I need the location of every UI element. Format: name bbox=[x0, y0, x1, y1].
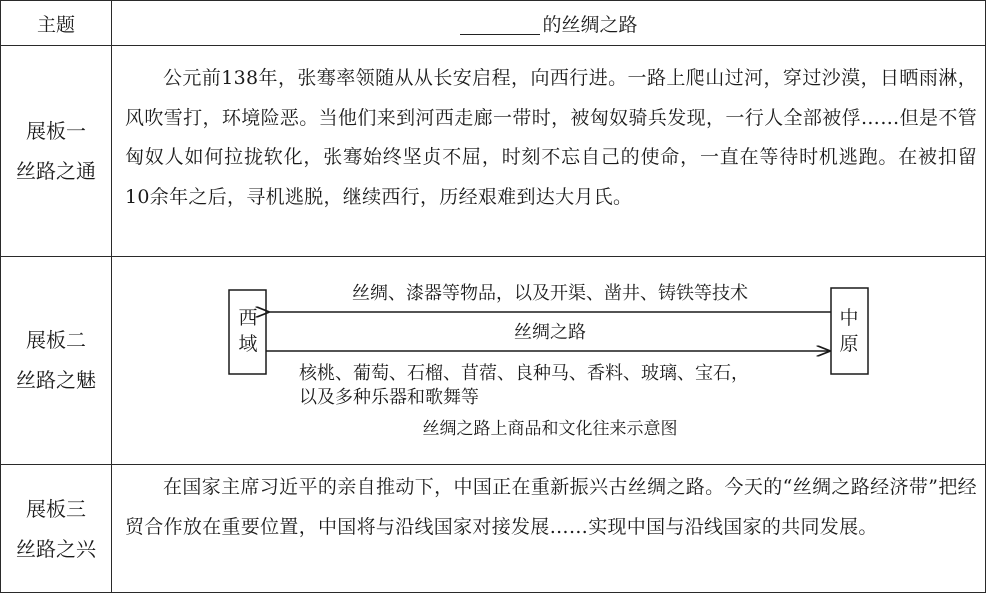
header-title-text: 的丝绸之路 bbox=[542, 13, 638, 36]
west-region-char2: 域 bbox=[238, 333, 258, 355]
header-theme-label: 主题 bbox=[36, 13, 75, 36]
row-divider bbox=[1, 464, 985, 465]
central-plains-char2: 原 bbox=[839, 333, 859, 355]
panel-one-text: 公元前138年，张骞率领随从从长安启程，向西行进。一路上爬山过河，穿过沙漠，日晒雨淋，风吹雪打，环境险恶。当他们来到河西走廊一带时，被匈奴骑兵发现，一行人全部被俘……但是不管匈奴人如何拉拢软化，张骞始终坚贞不屈，时刻不忘自己的使命，一直在等待时机逃跑。在被扣留10余年之后，寻机逃脱，继续西行，历经艰难到达大月氏。 bbox=[125, 67, 977, 208]
central-plains-char1: 中 bbox=[839, 307, 859, 329]
panel-label-line2: 丝路之兴 bbox=[16, 537, 96, 561]
header-title bbox=[111, 1, 987, 45]
central-plains-box bbox=[831, 288, 868, 374]
panel-label-line1: 展板二 bbox=[26, 328, 86, 352]
panel-three-label bbox=[1, 464, 111, 594]
panel-two-label bbox=[1, 256, 111, 464]
row-divider bbox=[1, 45, 985, 46]
west-region-box bbox=[229, 290, 266, 374]
panel-one-label bbox=[1, 45, 111, 256]
panel-label-line1: 展板三 bbox=[26, 497, 86, 521]
west-region-char1: 西 bbox=[238, 307, 258, 329]
top-arrow-label: 丝绸、漆器等物品，以及开渠、凿井、铸铁等技术 bbox=[352, 283, 748, 304]
panel-label-line1: 展板一 bbox=[26, 118, 86, 143]
silk-road-label: 丝绸之路 bbox=[514, 322, 586, 343]
silk-road-exchange-diagram bbox=[112, 257, 985, 463]
panel-three-text: 在国家主席习近平的亲自推动下，中国正在重新振兴古丝绸之路。今天的“丝绸之路经济带”把经贸合作放在重要位置，中国将与沿线国家对接发展……实现中国与沿线国家的共同发展。 bbox=[125, 476, 977, 538]
panel-label-line2: 丝路之魅 bbox=[16, 368, 96, 392]
diagram-caption: 丝绸之路上商品和文化往来示意图 bbox=[422, 419, 678, 439]
fill-in-blank bbox=[460, 12, 540, 35]
bottom-arrow-label-line2: 以及多种乐器和歌舞等 bbox=[299, 387, 479, 408]
panel-label-line2: 丝路之通 bbox=[16, 158, 96, 183]
bottom-arrow-label-line1: 核桃、葡萄、石榴、苜蓿、良种马、香料、玻璃、宝石， bbox=[299, 363, 749, 384]
